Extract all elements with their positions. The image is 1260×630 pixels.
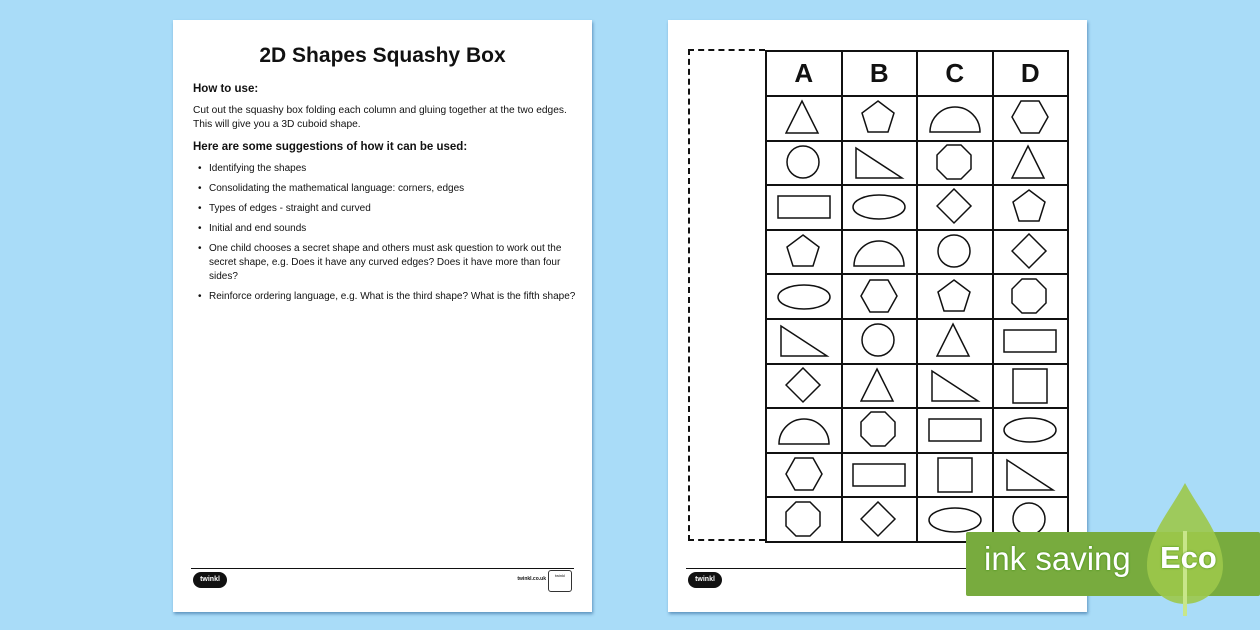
square-icon — [1011, 367, 1049, 405]
right-triangle-icon — [852, 144, 906, 182]
footer-url: twinkl.co.uk — [517, 576, 546, 582]
grid-row — [766, 96, 1068, 141]
triangle-icon — [936, 322, 974, 360]
pentagon-icon — [860, 99, 898, 137]
pentagon-icon — [936, 278, 974, 316]
ellipse-icon — [1002, 416, 1058, 444]
grid-cell — [842, 497, 918, 542]
grid-cell — [842, 408, 918, 453]
grid-cell — [917, 408, 993, 453]
eco-banner-text: ink saving — [984, 540, 1131, 577]
octagon-icon — [1011, 278, 1049, 316]
list-item: • Reinforce ordering language, e.g. What is the third shape? What is the fifth shape? — [209, 290, 579, 304]
circle-icon — [936, 233, 974, 271]
pentagon-icon — [785, 233, 823, 271]
how-to-use-text: Cut out the squashy box folding each column and gluing together at the two edges. This will give you a 3D cuboid shape. — [193, 105, 567, 130]
instructions-page — [173, 20, 592, 612]
ellipse-icon — [776, 283, 832, 311]
column-header: B — [842, 51, 918, 96]
grid-cell — [917, 185, 993, 230]
grid-cell — [766, 141, 842, 186]
grid-cell — [917, 230, 993, 275]
grid-cell — [993, 230, 1069, 275]
grid-cell — [993, 274, 1069, 319]
rectangle-icon — [1002, 324, 1058, 358]
rectangle-icon — [851, 458, 907, 492]
grid-cell — [842, 141, 918, 186]
how-to-use-heading: How to use: — [193, 83, 259, 95]
list-item: • Consolidating the mathematical language: corners, edges — [209, 182, 579, 196]
list-item: • Initial and end sounds — [209, 222, 579, 236]
circle-icon — [860, 322, 898, 360]
grid-row — [766, 274, 1068, 319]
shapes-grid — [765, 50, 1069, 543]
grid-row — [766, 230, 1068, 275]
triangle-icon — [860, 367, 898, 405]
grid-cell — [842, 96, 918, 141]
quality-badge-icon: twinkl — [548, 570, 572, 592]
grid-cell — [917, 319, 993, 364]
list-item: • Types of edges - straight and curved — [209, 202, 579, 216]
grid-cell — [766, 453, 842, 498]
grid-cell — [842, 364, 918, 409]
hexagon-icon — [860, 278, 898, 316]
octagon-icon — [785, 501, 823, 539]
grid-cell — [766, 319, 842, 364]
grid-cell — [917, 453, 993, 498]
eco-label: Eco — [1160, 540, 1217, 575]
suggestions-heading: Here are some suggestions of how it can be used: — [193, 141, 468, 153]
rectangle-icon — [776, 190, 832, 224]
grid-cell — [917, 96, 993, 141]
triangle-icon — [1011, 144, 1049, 182]
triangle-icon — [785, 99, 823, 137]
grid-cell — [993, 319, 1069, 364]
grid-row — [766, 185, 1068, 230]
octagon-icon — [936, 144, 974, 182]
grid-cell — [993, 185, 1069, 230]
footer-divider — [191, 568, 574, 569]
diamond-icon — [785, 367, 823, 405]
column-header: D — [993, 51, 1069, 96]
ellipse-icon — [927, 506, 983, 534]
grid-cell — [766, 185, 842, 230]
column-header: A — [766, 51, 842, 96]
grid-cell — [842, 274, 918, 319]
grid-row — [766, 453, 1068, 498]
grid-cell — [993, 96, 1069, 141]
list-item: • One child chooses a secret shape and others must ask question to work out the secret shape, e.g. Does it have any curved edges? Does it have more than four sides? — [209, 242, 579, 284]
grid-row — [766, 141, 1068, 186]
grid-cell — [842, 453, 918, 498]
grid-cell — [766, 96, 842, 141]
grid-cell — [766, 497, 842, 542]
diamond-icon — [936, 188, 974, 226]
grid-cell — [842, 319, 918, 364]
grid-cell — [993, 408, 1069, 453]
hexagon-icon — [1011, 99, 1049, 137]
grid-cell — [993, 141, 1069, 186]
twinkl-logo: twinkl — [688, 572, 722, 588]
right-triangle-icon — [777, 322, 831, 360]
grid-cell — [842, 185, 918, 230]
rectangle-icon — [927, 413, 983, 447]
semicircle-icon — [928, 102, 982, 134]
shapes-grid-page — [668, 20, 1087, 612]
grid-cell — [842, 230, 918, 275]
grid-cell — [993, 453, 1069, 498]
diamond-icon — [860, 501, 898, 539]
grid-cell — [917, 364, 993, 409]
page-title: 2D Shapes Squashy Box — [259, 44, 506, 67]
grid-cell — [766, 364, 842, 409]
semicircle-icon — [852, 236, 906, 268]
square-icon — [936, 456, 974, 494]
pentagon-icon — [1011, 188, 1049, 226]
ellipse-icon — [851, 193, 907, 221]
grid-row — [766, 364, 1068, 409]
list-item: • Identifying the shapes — [209, 162, 579, 176]
semicircle-icon — [777, 414, 831, 446]
grid-cell — [917, 274, 993, 319]
twinkl-logo: twinkl — [193, 572, 227, 588]
right-triangle-icon — [1003, 456, 1057, 494]
grid-cell — [766, 274, 842, 319]
right-triangle-icon — [928, 367, 982, 405]
grid-cell — [993, 364, 1069, 409]
suggestions-list — [209, 162, 579, 310]
grid-cell — [766, 408, 842, 453]
hexagon-icon — [785, 456, 823, 494]
grid-row — [766, 408, 1068, 453]
grid-row — [766, 319, 1068, 364]
column-header: C — [917, 51, 993, 96]
circle-icon — [785, 144, 823, 182]
grid-cell — [766, 230, 842, 275]
diamond-icon — [1011, 233, 1049, 271]
octagon-icon — [860, 411, 898, 449]
grid-cell — [917, 141, 993, 186]
glue-tab-cut-line — [688, 49, 765, 541]
